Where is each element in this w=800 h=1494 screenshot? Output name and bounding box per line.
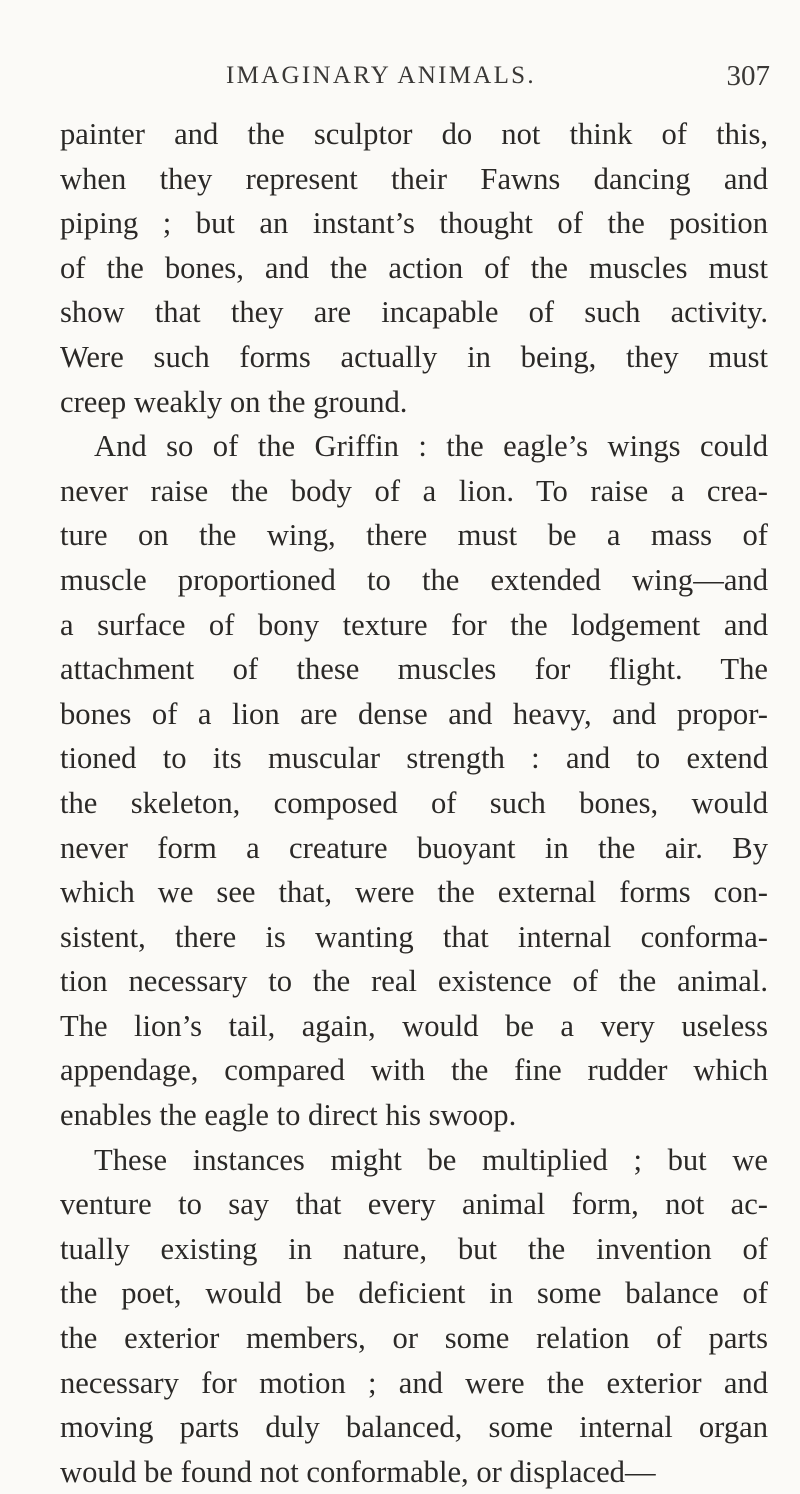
text-line: show that they are incapable of such activity. <box>60 295 768 330</box>
text-line: would be found not conformable, or displaced— <box>60 1454 656 1489</box>
running-header <box>226 62 770 102</box>
text-line: muscle proportioned to the extended wing—and <box>60 562 768 597</box>
text-line: tually existing in nature, but the invention of <box>60 1231 768 1266</box>
text-line: attachment of these muscles for flight. The <box>60 652 768 687</box>
text-line: a surface of bony texture for the lodgement and <box>60 607 768 642</box>
running-title: IMAGINARY ANIMALS. <box>226 62 536 89</box>
text-line: never form a creature buoyant in the air. By <box>60 830 768 865</box>
text-line: sistent, there is wanting that internal conforma- <box>60 919 768 954</box>
text-line: when they represent their Fawns dancing and <box>60 161 768 196</box>
paragraph-end-line: enables the eagle to direct his swoop. <box>60 1098 517 1133</box>
text-line: venture to say that every animal form, not ac- <box>60 1187 768 1222</box>
text-line: of the bones, and the action of the muscles must <box>60 250 768 285</box>
page-number: 307 <box>726 60 770 92</box>
text-line: the exterior members, or some relation of parts <box>60 1321 768 1356</box>
text-line: appendage, compared with the fine rudder which <box>60 1053 768 1088</box>
text-line: Were such forms actually in being, they must <box>60 339 768 374</box>
text-line: moving parts duly balanced, some internal organ <box>60 1410 768 1445</box>
text-line: The lion’s tail, again, would be a very useless <box>60 1008 768 1043</box>
text-line: ture on the wing, there must be a mass of <box>60 518 768 553</box>
text-line: which we see that, were the external forms con- <box>60 875 768 910</box>
text-line: painter and the sculptor do not think of this, <box>60 117 768 151</box>
body-text <box>60 112 768 1494</box>
text-line: never raise the body of a lion. To raise a crea- <box>60 473 768 508</box>
text-line: tioned to its muscular strength : and to extend <box>60 741 768 776</box>
paragraph-start-line: And so of the Griffin : the eagle’s wings could <box>94 429 768 464</box>
text-line: the skeleton, composed of such bones, would <box>60 785 768 820</box>
text-line: piping ; but an instant’s thought of the position <box>60 206 768 241</box>
paragraph-end-line: creep weakly on the ground. <box>60 384 408 419</box>
paragraph-start-line: These instances might be multiplied ; but we <box>94 1142 768 1177</box>
text-line: the poet, would be deficient in some balance of <box>60 1276 768 1311</box>
text-line: tion necessary to the real existence of the animal. <box>60 964 768 999</box>
text-line: bones of a lion are dense and heavy, and propor- <box>60 696 768 731</box>
text-line: necessary for motion ; and were the exterior and <box>60 1365 768 1400</box>
